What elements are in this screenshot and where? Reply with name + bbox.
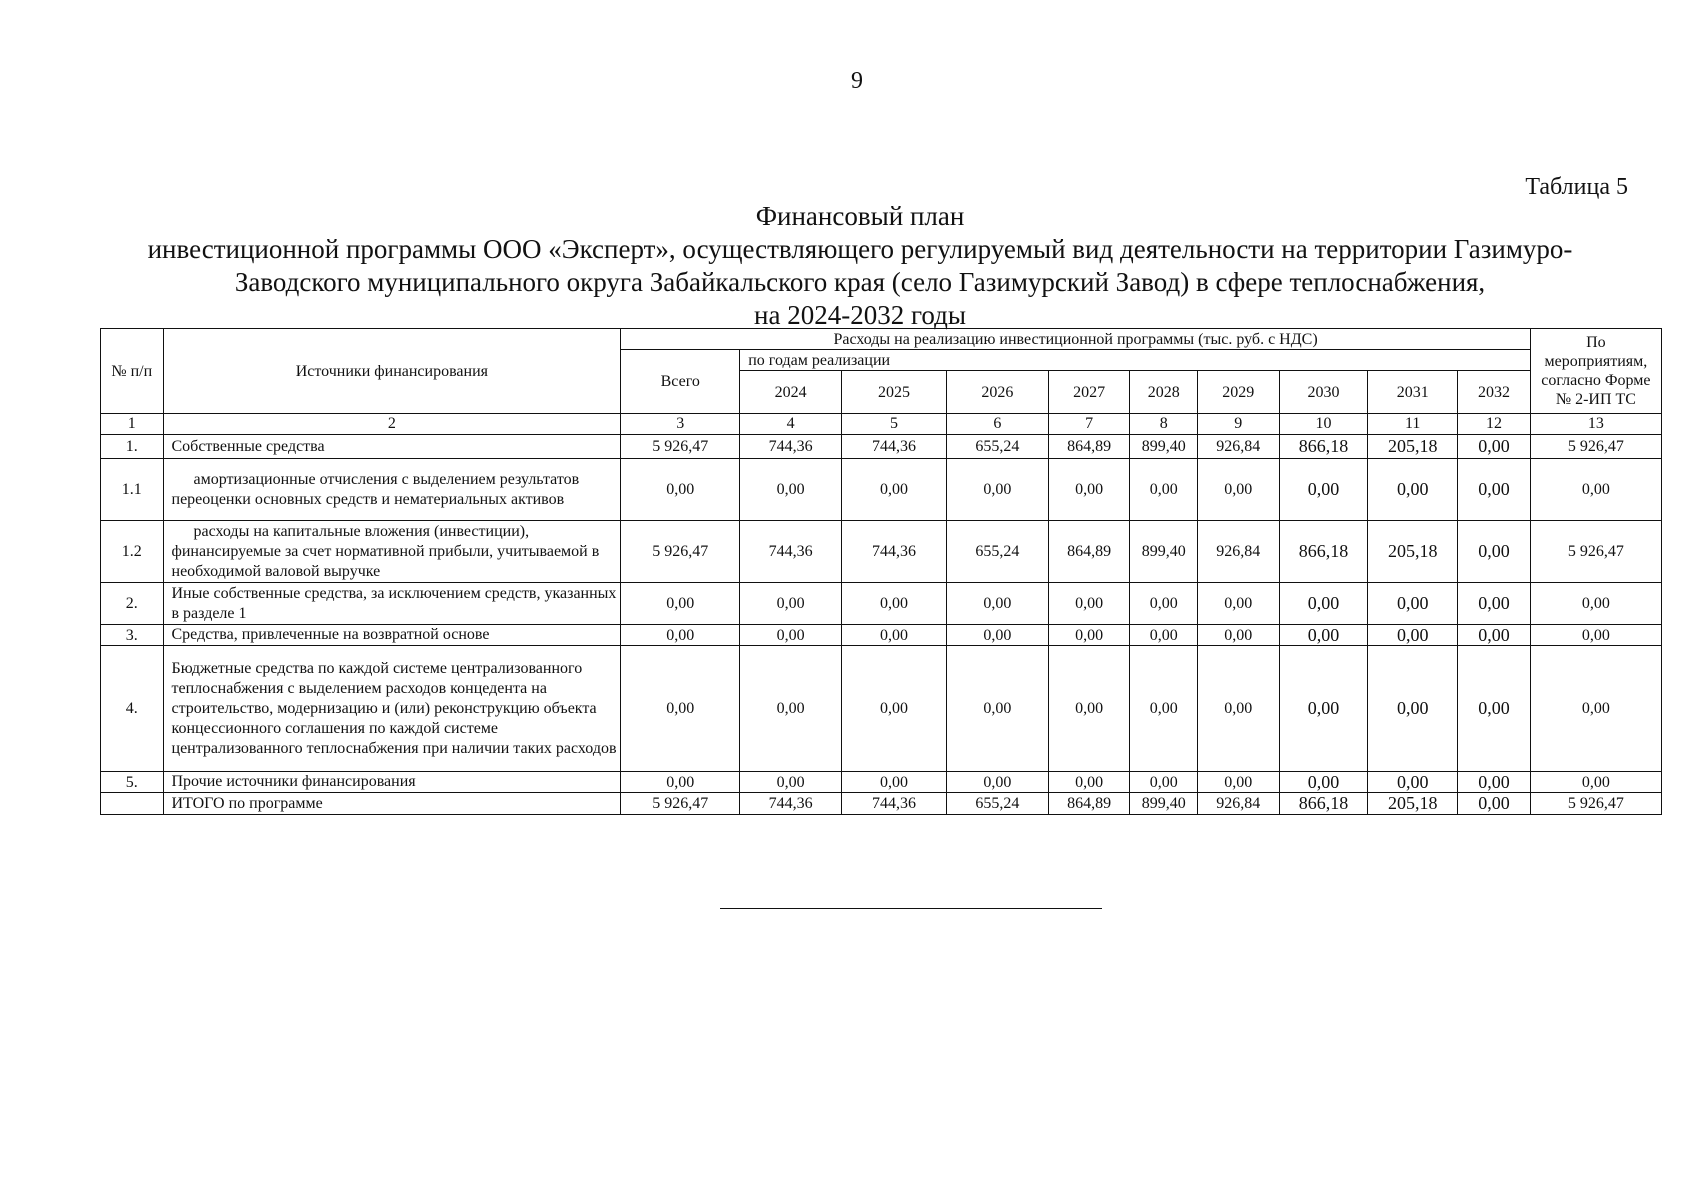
value-year: 655,24 — [946, 793, 1048, 815]
column-number: 2 — [163, 414, 621, 435]
title-line-3: Заводского муниципального округа Забайкальского края (село Газимурский Завод) в сфере теплоснабжения, — [234, 267, 1486, 297]
column-number: 6 — [946, 414, 1048, 435]
value-year: 0,00 — [946, 625, 1048, 646]
value-year: 0,00 — [740, 646, 842, 772]
value-year: 0,00 — [946, 583, 1048, 625]
table-row — [101, 521, 1662, 583]
value-year: 899,40 — [1130, 521, 1198, 583]
value-by-events: 0,00 — [1530, 583, 1661, 625]
value-year: 0,00 — [1130, 772, 1198, 793]
row-source: Собственные средства — [163, 435, 621, 459]
column-number: 12 — [1458, 414, 1531, 435]
value-year: 0,00 — [1368, 772, 1458, 793]
header-source: Источники финансирования — [163, 329, 621, 414]
value-year: 0,00 — [1458, 646, 1531, 772]
column-number: 3 — [621, 414, 740, 435]
row-source: амортизационные отчисления с выделением результатов переоценки основных средств и нематериальных активов — [163, 459, 621, 521]
header-year: 2028 — [1130, 371, 1198, 414]
value-year: 0,00 — [740, 625, 842, 646]
table-body — [101, 435, 1662, 815]
column-number: 5 — [842, 414, 947, 435]
row-number: 3. — [101, 625, 164, 646]
value-year: 205,18 — [1368, 435, 1458, 459]
value-year: 0,00 — [1197, 459, 1279, 521]
row-source: Прочие источники финансирования — [163, 772, 621, 793]
header-year: 2031 — [1368, 371, 1458, 414]
header-expenses: Расходы на реализацию инвестиционной программы (тыс. руб. с НДС) — [621, 329, 1531, 350]
value-by-events: 0,00 — [1530, 772, 1661, 793]
value-year: 655,24 — [946, 435, 1048, 459]
table-row — [101, 646, 1662, 772]
column-number: 10 — [1279, 414, 1368, 435]
value-year: 0,00 — [1197, 772, 1279, 793]
value-year: 0,00 — [1458, 772, 1531, 793]
value-year: 744,36 — [842, 435, 947, 459]
value-year: 0,00 — [1279, 772, 1368, 793]
column-number: 7 — [1048, 414, 1130, 435]
row-source: Иные собственные средства, за исключением средств, указанных в разделе 1 — [163, 583, 621, 625]
value-year: 0,00 — [842, 646, 947, 772]
value-by-events: 0,00 — [1530, 459, 1661, 521]
row-number — [101, 793, 164, 815]
value-total: 0,00 — [621, 459, 740, 521]
header-year: 2024 — [740, 371, 842, 414]
value-year: 744,36 — [740, 793, 842, 815]
value-by-events: 5 926,47 — [1530, 435, 1661, 459]
value-year: 0,00 — [842, 459, 947, 521]
header-by-years: по годам реализации — [740, 350, 1531, 371]
column-number: 8 — [1130, 414, 1198, 435]
value-year: 0,00 — [1130, 459, 1198, 521]
value-year: 926,84 — [1197, 793, 1279, 815]
row-number: 1. — [101, 435, 164, 459]
value-year: 0,00 — [1197, 583, 1279, 625]
value-year: 0,00 — [740, 459, 842, 521]
value-total: 5 926,47 — [621, 521, 740, 583]
header-year: 2029 — [1197, 371, 1279, 414]
table-row — [101, 625, 1662, 646]
value-year: 0,00 — [842, 625, 947, 646]
value-year: 0,00 — [1048, 459, 1130, 521]
value-year: 0,00 — [1368, 625, 1458, 646]
value-year: 0,00 — [842, 583, 947, 625]
column-number: 13 — [1530, 414, 1661, 435]
value-total: 5 926,47 — [621, 793, 740, 815]
value-year: 0,00 — [1048, 772, 1130, 793]
value-year: 0,00 — [1458, 459, 1531, 521]
value-year: 205,18 — [1368, 521, 1458, 583]
title-line-2: инвестиционной программы ООО «Эксперт», осуществляющего регулируемый вид деятельности на территории Газимуро- — [147, 234, 1573, 264]
value-year: 0,00 — [946, 459, 1048, 521]
value-year: 744,36 — [842, 521, 947, 583]
value-year: 899,40 — [1130, 793, 1198, 815]
value-year: 0,00 — [1130, 625, 1198, 646]
value-year: 0,00 — [1197, 646, 1279, 772]
value-year: 0,00 — [740, 772, 842, 793]
value-year: 744,36 — [842, 793, 947, 815]
value-year: 864,89 — [1048, 793, 1130, 815]
value-year: 655,24 — [946, 521, 1048, 583]
value-year: 0,00 — [1048, 583, 1130, 625]
value-year: 0,00 — [1458, 583, 1531, 625]
row-source: Средства, привлеченные на возвратной основе — [163, 625, 621, 646]
value-year: 926,84 — [1197, 521, 1279, 583]
header-num: № п/п — [101, 329, 164, 414]
row-source: расходы на капитальные вложения (инвестиции), финансируемые за счет нормативной прибыли, учитываемой в необходимой валовой выручке — [163, 521, 621, 583]
value-year: 864,89 — [1048, 521, 1130, 583]
column-number: 1 — [101, 414, 164, 435]
row-source: ИТОГО по программе — [163, 793, 621, 815]
document-title — [90, 200, 1630, 332]
value-year: 0,00 — [946, 646, 1048, 772]
value-total: 0,00 — [621, 646, 740, 772]
title-line-1: Финансовый план — [755, 201, 965, 231]
table-row — [101, 772, 1662, 793]
table-row — [101, 435, 1662, 459]
value-year: 0,00 — [1279, 646, 1368, 772]
value-total: 0,00 — [621, 772, 740, 793]
value-year: 866,18 — [1279, 793, 1368, 815]
value-year: 866,18 — [1279, 435, 1368, 459]
value-year: 899,40 — [1130, 435, 1198, 459]
value-year: 744,36 — [740, 521, 842, 583]
value-year: 0,00 — [1130, 646, 1198, 772]
row-number: 2. — [101, 583, 164, 625]
value-year: 866,18 — [1279, 521, 1368, 583]
table-row — [101, 459, 1662, 521]
page-number: 9 — [851, 68, 863, 94]
value-year: 0,00 — [1368, 459, 1458, 521]
value-year: 0,00 — [1368, 583, 1458, 625]
value-year: 0,00 — [740, 583, 842, 625]
value-by-events: 0,00 — [1530, 625, 1661, 646]
value-year: 744,36 — [740, 435, 842, 459]
value-year: 0,00 — [1048, 625, 1130, 646]
value-year: 0,00 — [1197, 625, 1279, 646]
header-year: 2025 — [842, 371, 947, 414]
header-year: 2032 — [1458, 371, 1531, 414]
value-by-events: 5 926,47 — [1530, 521, 1661, 583]
header-year: 2026 — [946, 371, 1048, 414]
table-row — [101, 583, 1662, 625]
value-year: 0,00 — [1458, 521, 1531, 583]
value-total: 5 926,47 — [621, 435, 740, 459]
value-year: 0,00 — [946, 772, 1048, 793]
value-by-events: 0,00 — [1530, 646, 1661, 772]
closing-rule — [720, 908, 1102, 909]
column-number: 11 — [1368, 414, 1458, 435]
row-number: 1.1 — [101, 459, 164, 521]
table-row — [101, 793, 1662, 815]
row-number: 4. — [101, 646, 164, 772]
column-number: 9 — [1197, 414, 1279, 435]
value-year: 0,00 — [1458, 793, 1531, 815]
header-total: Всего — [621, 350, 740, 414]
value-total: 0,00 — [621, 583, 740, 625]
value-total: 0,00 — [621, 625, 740, 646]
header-by-events: По мероприятиям, согласно Форме № 2-ИП ТС — [1530, 329, 1661, 414]
title-line-4: на 2024-2032 годы — [754, 300, 966, 330]
value-year: 0,00 — [1458, 625, 1531, 646]
value-by-events: 5 926,47 — [1530, 793, 1661, 815]
row-number: 1.2 — [101, 521, 164, 583]
value-year: 0,00 — [1279, 583, 1368, 625]
financial-plan-table — [100, 328, 1662, 815]
row-source: Бюджетные средства по каждой системе централизованного теплоснабжения с выделением расходов концедента на строительство, модернизацию и (или) реконструкцию объекта концессионного соглашения по каждой системе централизованного теплоснабжения при наличии таких расходов — [163, 646, 621, 772]
table-label: Таблица 5 — [1525, 174, 1628, 200]
value-year: 0,00 — [1048, 646, 1130, 772]
value-year: 0,00 — [1368, 646, 1458, 772]
header-year: 2030 — [1279, 371, 1368, 414]
value-year: 864,89 — [1048, 435, 1130, 459]
value-year: 205,18 — [1368, 793, 1458, 815]
value-year: 0,00 — [1130, 583, 1198, 625]
value-year: 0,00 — [1458, 435, 1531, 459]
value-year: 926,84 — [1197, 435, 1279, 459]
value-year: 0,00 — [842, 772, 947, 793]
value-year: 0,00 — [1279, 459, 1368, 521]
value-year: 0,00 — [1279, 625, 1368, 646]
header-year: 2027 — [1048, 371, 1130, 414]
column-number: 4 — [740, 414, 842, 435]
row-number: 5. — [101, 772, 164, 793]
